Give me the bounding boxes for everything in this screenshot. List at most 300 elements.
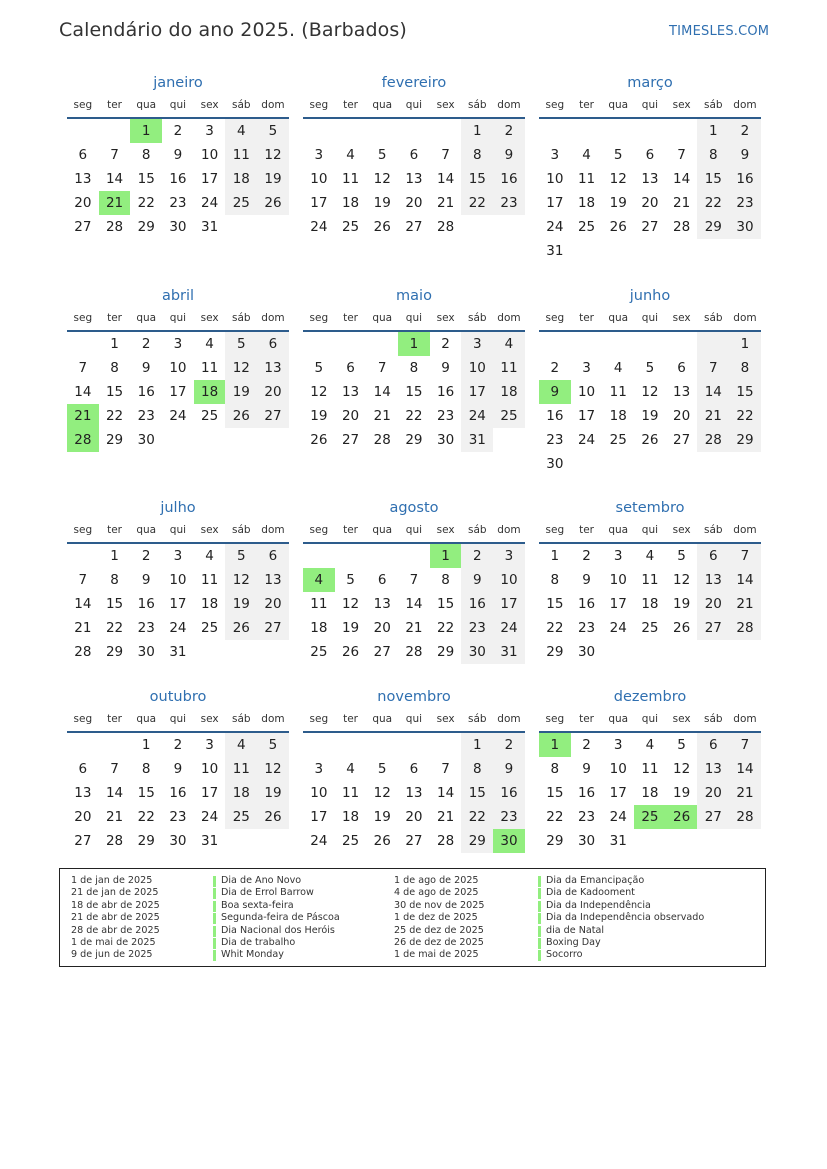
day-cell: 19 [373, 195, 391, 211]
weekday-header [303, 308, 525, 332]
holiday-date: 1 de jan de 2025 [71, 875, 153, 886]
holiday-day-cell: 1 [539, 733, 571, 757]
day-cell: 31 [169, 644, 187, 660]
day-cell: 25 [341, 833, 360, 849]
day-cell: 8 [141, 761, 151, 777]
day-cell: 31 [201, 833, 219, 849]
holiday-day-cell: 26 [666, 805, 698, 829]
holiday-date: 25 de dez de 2025 [394, 924, 484, 936]
holiday-day-cell: 25 [634, 805, 666, 829]
page-title: Calendário do ano 2025. (Barbados) [59, 19, 407, 41]
day-cell: 14 [697, 380, 729, 404]
day-cell: 10 [493, 568, 525, 592]
day-cell: 18 [493, 380, 525, 404]
month-name: julho [160, 500, 196, 516]
day-cell: 6 [409, 147, 419, 163]
day-cell: 14 [405, 596, 423, 612]
weekday-label: sex [436, 99, 455, 111]
holiday-marker [538, 913, 541, 924]
empty-cell [99, 119, 131, 143]
day-cell: 17 [493, 592, 525, 616]
day-cell: 11 [225, 143, 257, 167]
day-cell: 31 [201, 219, 219, 235]
weekday-label: sex [672, 713, 691, 725]
month-setembro [539, 496, 761, 664]
empty-cell [303, 544, 335, 568]
day-cell: 20 [641, 195, 659, 211]
day-cell: 13 [257, 356, 289, 380]
day-cell: 15 [405, 384, 423, 400]
weekday-label: sáb [467, 713, 487, 725]
empty-cell [634, 119, 666, 143]
holiday-marker [213, 938, 216, 949]
day-cell: 1 [141, 737, 151, 753]
day-cell: 21 [729, 592, 761, 616]
weekday-label: ter [107, 312, 122, 324]
day-cell: 19 [257, 167, 289, 191]
day-cell: 7 [110, 761, 119, 777]
weekday-header [303, 709, 525, 733]
weekday-label: sex [200, 312, 219, 324]
day-cell: 8 [141, 147, 151, 163]
day-cell: 7 [729, 733, 761, 757]
holiday-name: Whit Monday [221, 949, 284, 961]
holiday-day-cell: 9 [539, 380, 571, 404]
month-dezembro [539, 685, 761, 853]
day-cell: 12 [673, 572, 691, 588]
day-cell: 19 [673, 596, 691, 612]
empty-cell [398, 119, 430, 143]
day-cell: 22 [697, 191, 729, 215]
day-cell: 21 [437, 809, 455, 825]
day-cell: 17 [609, 785, 627, 801]
day-cell: 9 [729, 143, 761, 167]
weekday-label: dom [497, 99, 521, 111]
day-cell: 31 [609, 833, 627, 849]
holiday-marker [213, 950, 216, 961]
day-cell: 10 [201, 761, 219, 777]
empty-cell [67, 733, 99, 757]
weekday-label: sex [436, 312, 455, 324]
day-cell: 19 [641, 408, 659, 424]
day-cell: 30 [169, 219, 187, 235]
day-cell: 17 [461, 380, 493, 404]
month-agosto [303, 496, 525, 664]
day-cell: 22 [437, 620, 455, 636]
day-cell: 15 [697, 167, 729, 191]
day-cell: 6 [257, 332, 289, 356]
holiday-name: Dia de trabalho [221, 937, 296, 948]
day-cell: 31 [546, 243, 564, 259]
day-cell: 30 [546, 456, 564, 472]
weekday-label: sáb [467, 312, 487, 324]
day-cell: 20 [74, 195, 92, 211]
day-cell: 3 [461, 332, 493, 356]
day-cell: 30 [137, 432, 155, 448]
day-cell: 14 [437, 171, 455, 187]
day-cell: 8 [461, 757, 493, 781]
day-cell: 3 [205, 123, 214, 139]
day-cell: 2 [582, 737, 591, 753]
day-cell: 20 [341, 408, 360, 424]
holiday-date: 21 de abr de 2025 [71, 912, 160, 924]
weekday-label: qui [641, 713, 659, 725]
holiday-date: 4 de ago de 2025 [394, 887, 479, 899]
holiday-date: 26 de dez de 2025 [394, 937, 484, 948]
holiday-name: Dia de Ano Novo [221, 875, 302, 886]
weekday-label: sáb [467, 524, 487, 536]
day-cell: 3 [173, 548, 183, 564]
day-grid [303, 332, 525, 452]
empty-cell [335, 119, 367, 143]
day-cell: 3 [314, 761, 324, 777]
day-cell: 20 [673, 408, 691, 424]
day-cell: 19 [341, 620, 360, 636]
day-cell: 2 [441, 336, 450, 352]
day-cell: 23 [137, 408, 155, 424]
day-cell: 19 [225, 380, 257, 404]
month-name: agosto [389, 500, 439, 516]
day-cell: 21 [373, 408, 391, 424]
holiday-date: 1 de mai de 2025 [394, 949, 479, 961]
holiday-day-cell: 4 [303, 568, 335, 592]
day-grid [67, 332, 289, 452]
weekday-label: qua [372, 99, 393, 111]
day-cell: 26 [341, 644, 360, 660]
month-name: abril [161, 288, 195, 304]
day-cell: 28 [697, 428, 729, 452]
day-cell: 28 [437, 219, 455, 235]
weekday-label: sex [200, 713, 219, 725]
day-cell: 22 [137, 809, 155, 825]
day-cell: 7 [677, 147, 686, 163]
empty-cell [67, 119, 99, 143]
holiday-name: Boa sexta-feira [221, 899, 294, 911]
empty-cell [366, 332, 398, 356]
day-cell: 15 [137, 171, 155, 187]
weekday-label: qua [608, 713, 629, 725]
day-cell: 6 [697, 544, 729, 568]
day-cell: 4 [225, 119, 257, 143]
weekday-header [539, 520, 761, 544]
holiday-marker [538, 926, 541, 937]
holiday-day-cell: 18 [194, 380, 226, 404]
empty-cell [303, 119, 335, 143]
empty-cell [366, 733, 398, 757]
day-cell: 26 [373, 219, 391, 235]
weekday-label: seg [545, 524, 565, 536]
empty-cell [303, 733, 335, 757]
day-cell: 13 [405, 171, 423, 187]
month-name: junho [629, 288, 671, 304]
day-cell: 29 [546, 833, 564, 849]
day-cell: 9 [141, 572, 151, 588]
weekday-label: qui [169, 713, 187, 725]
day-cell: 11 [310, 596, 328, 612]
day-cell: 26 [225, 404, 257, 428]
holiday-name: Dia da Independência [546, 899, 651, 911]
day-cell: 28 [673, 219, 691, 235]
day-cell: 19 [373, 809, 391, 825]
day-cell: 27 [373, 644, 391, 660]
day-cell: 18 [341, 195, 360, 211]
day-cell: 3 [493, 544, 525, 568]
day-cell: 13 [697, 757, 729, 781]
day-grid [67, 544, 289, 664]
day-cell: 12 [373, 171, 391, 187]
day-cell: 27 [641, 219, 659, 235]
day-cell: 4 [582, 147, 591, 163]
weekday-label: qua [136, 312, 157, 324]
weekday-label: qui [641, 312, 659, 324]
empty-cell [430, 119, 462, 143]
month-maio [303, 284, 525, 452]
weekday-label: ter [343, 524, 358, 536]
day-cell: 5 [677, 737, 686, 753]
holiday-date: 28 de abr de 2025 [71, 924, 160, 936]
day-cell: 12 [609, 171, 627, 187]
empty-cell [335, 733, 367, 757]
weekday-label: sáb [703, 312, 723, 324]
day-cell: 7 [78, 572, 88, 588]
day-cell: 25 [225, 805, 257, 829]
day-cell: 17 [201, 785, 219, 801]
empty-cell [398, 544, 430, 568]
weekday-header [67, 520, 289, 544]
day-cell: 23 [169, 809, 187, 825]
day-cell: 14 [437, 785, 455, 801]
day-cell: 8 [729, 356, 761, 380]
day-cell: 11 [341, 785, 360, 801]
weekday-label: sex [436, 713, 455, 725]
day-cell: 10 [609, 572, 627, 588]
day-cell: 25 [577, 219, 596, 235]
day-cell: 5 [225, 332, 257, 356]
weekday-label: sáb [467, 99, 487, 111]
day-cell: 7 [377, 360, 387, 376]
day-cell: 5 [346, 572, 355, 588]
day-cell: 28 [729, 616, 761, 640]
day-cell: 15 [729, 380, 761, 404]
holiday-name: Dia da Emancipação [546, 875, 645, 886]
day-cell: 24 [577, 432, 596, 448]
empty-cell [634, 332, 666, 356]
day-cell: 16 [461, 592, 493, 616]
day-cell: 1 [461, 119, 493, 143]
day-cell: 11 [225, 757, 257, 781]
weekday-label: sex [672, 524, 691, 536]
day-cell: 3 [314, 147, 324, 163]
weekday-label: seg [73, 713, 93, 725]
day-cell: 28 [405, 644, 423, 660]
day-cell: 10 [169, 360, 187, 376]
day-cell: 24 [546, 219, 564, 235]
day-cell: 23 [137, 620, 155, 636]
day-cell: 5 [377, 761, 387, 777]
day-cell: 18 [225, 167, 257, 191]
holiday-name: dia de Natal [546, 924, 605, 936]
weekday-label: qua [136, 99, 157, 111]
day-cell: 2 [173, 737, 183, 753]
day-cell: 30 [461, 640, 493, 664]
day-cell: 6 [346, 360, 355, 376]
day-cell: 21 [697, 404, 729, 428]
day-cell: 13 [341, 384, 360, 400]
day-cell: 22 [729, 404, 761, 428]
day-cell: 25 [201, 620, 219, 636]
day-cell: 15 [461, 167, 493, 191]
day-cell: 10 [577, 384, 596, 400]
weekday-label: ter [343, 99, 358, 111]
empty-cell [602, 119, 634, 143]
weekday-label: sáb [231, 524, 251, 536]
day-grid [539, 733, 761, 853]
day-cell: 23 [577, 620, 596, 636]
day-cell: 23 [493, 191, 525, 215]
day-cell: 30 [437, 432, 455, 448]
day-cell: 5 [377, 147, 387, 163]
weekday-header [539, 95, 761, 119]
day-grid [67, 733, 289, 853]
holiday-marker [538, 876, 541, 887]
weekday-label: dom [261, 713, 285, 725]
day-cell: 24 [493, 616, 525, 640]
month-name: janeiro [153, 75, 203, 91]
day-cell: 2 [141, 336, 151, 352]
holiday-marker [538, 950, 541, 961]
day-cell: 3 [613, 548, 623, 564]
month-name: dezembro [613, 689, 687, 705]
day-cell: 21 [729, 781, 761, 805]
day-cell: 22 [105, 620, 124, 636]
holiday-day-cell: 28 [67, 428, 99, 452]
weekday-label: sáb [703, 524, 723, 536]
day-cell: 24 [461, 404, 493, 428]
day-cell: 2 [461, 544, 493, 568]
day-cell: 22 [546, 809, 564, 825]
day-cell: 2 [550, 360, 560, 376]
day-cell: 23 [493, 805, 525, 829]
day-cell: 29 [546, 644, 564, 660]
day-cell: 9 [173, 761, 183, 777]
day-cell: 4 [225, 733, 257, 757]
day-cell: 2 [141, 548, 151, 564]
day-cell: 9 [141, 360, 151, 376]
day-cell: 12 [225, 568, 257, 592]
day-cell: 24 [310, 219, 328, 235]
day-cell: 20 [74, 809, 92, 825]
weekday-label: qua [372, 524, 393, 536]
weekday-header [67, 308, 289, 332]
day-cell: 23 [729, 191, 761, 215]
day-cell: 16 [577, 785, 596, 801]
day-cell: 17 [546, 195, 564, 211]
day-cell: 12 [257, 143, 289, 167]
holiday-name: Socorro [546, 949, 583, 961]
day-cell: 12 [673, 761, 691, 777]
weekday-label: seg [545, 713, 565, 725]
day-cell: 29 [437, 644, 455, 660]
day-cell: 10 [169, 572, 187, 588]
day-cell: 21 [405, 620, 423, 636]
day-cell: 25 [310, 644, 328, 660]
day-cell: 11 [201, 360, 219, 376]
day-cell: 7 [441, 761, 450, 777]
site-brand-link[interactable]: TIMESLES.COM [669, 24, 770, 39]
day-cell: 6 [257, 544, 289, 568]
day-cell: 5 [257, 119, 289, 143]
day-cell: 25 [609, 432, 627, 448]
day-cell: 28 [105, 833, 124, 849]
day-cell: 14 [105, 785, 124, 801]
holiday-day-cell: 30 [493, 829, 525, 853]
day-cell: 26 [225, 616, 257, 640]
day-cell: 3 [205, 737, 214, 753]
weekday-label: seg [309, 99, 329, 111]
day-cell: 4 [346, 147, 355, 163]
day-cell: 29 [105, 432, 124, 448]
day-cell: 7 [729, 544, 761, 568]
holiday-date: 1 de ago de 2025 [394, 875, 479, 886]
weekday-label: qua [608, 99, 629, 111]
day-cell: 12 [341, 596, 360, 612]
day-cell: 20 [697, 592, 729, 616]
weekday-label: qui [641, 524, 659, 536]
day-grid [539, 119, 761, 263]
day-cell: 8 [441, 572, 450, 588]
month-abril [67, 284, 289, 452]
holiday-day-cell: 21 [99, 191, 131, 215]
day-cell: 17 [577, 408, 596, 424]
day-cell: 5 [225, 544, 257, 568]
empty-cell [366, 544, 398, 568]
day-cell: 2 [493, 733, 525, 757]
day-cell: 8 [409, 360, 419, 376]
day-cell: 28 [373, 432, 391, 448]
day-cell: 22 [546, 620, 564, 636]
day-cell: 10 [201, 147, 219, 163]
day-cell: 22 [405, 408, 423, 424]
weekday-label: qua [372, 713, 393, 725]
month-janeiro [67, 71, 289, 239]
day-cell: 11 [577, 171, 596, 187]
day-cell: 29 [137, 833, 155, 849]
day-cell: 17 [201, 171, 219, 187]
day-cell: 24 [169, 620, 187, 636]
day-cell: 15 [437, 596, 455, 612]
day-cell: 9 [461, 568, 493, 592]
day-cell: 13 [641, 171, 659, 187]
holiday-day-cell: 1 [130, 119, 162, 143]
empty-cell [571, 332, 603, 356]
day-cell: 11 [609, 384, 627, 400]
day-cell: 27 [697, 616, 729, 640]
weekday-label: dom [261, 524, 285, 536]
month-name: maio [396, 288, 432, 304]
day-cell: 3 [582, 360, 591, 376]
day-cell: 8 [461, 143, 493, 167]
day-cell: 27 [405, 219, 423, 235]
day-cell: 16 [546, 408, 564, 424]
day-cell: 4 [205, 548, 214, 564]
weekday-label: seg [73, 312, 93, 324]
day-cell: 7 [441, 147, 450, 163]
day-cell: 29 [729, 428, 761, 452]
day-cell: 15 [105, 596, 124, 612]
day-cell: 29 [461, 829, 493, 853]
day-cell: 29 [137, 219, 155, 235]
day-cell: 16 [493, 167, 525, 191]
